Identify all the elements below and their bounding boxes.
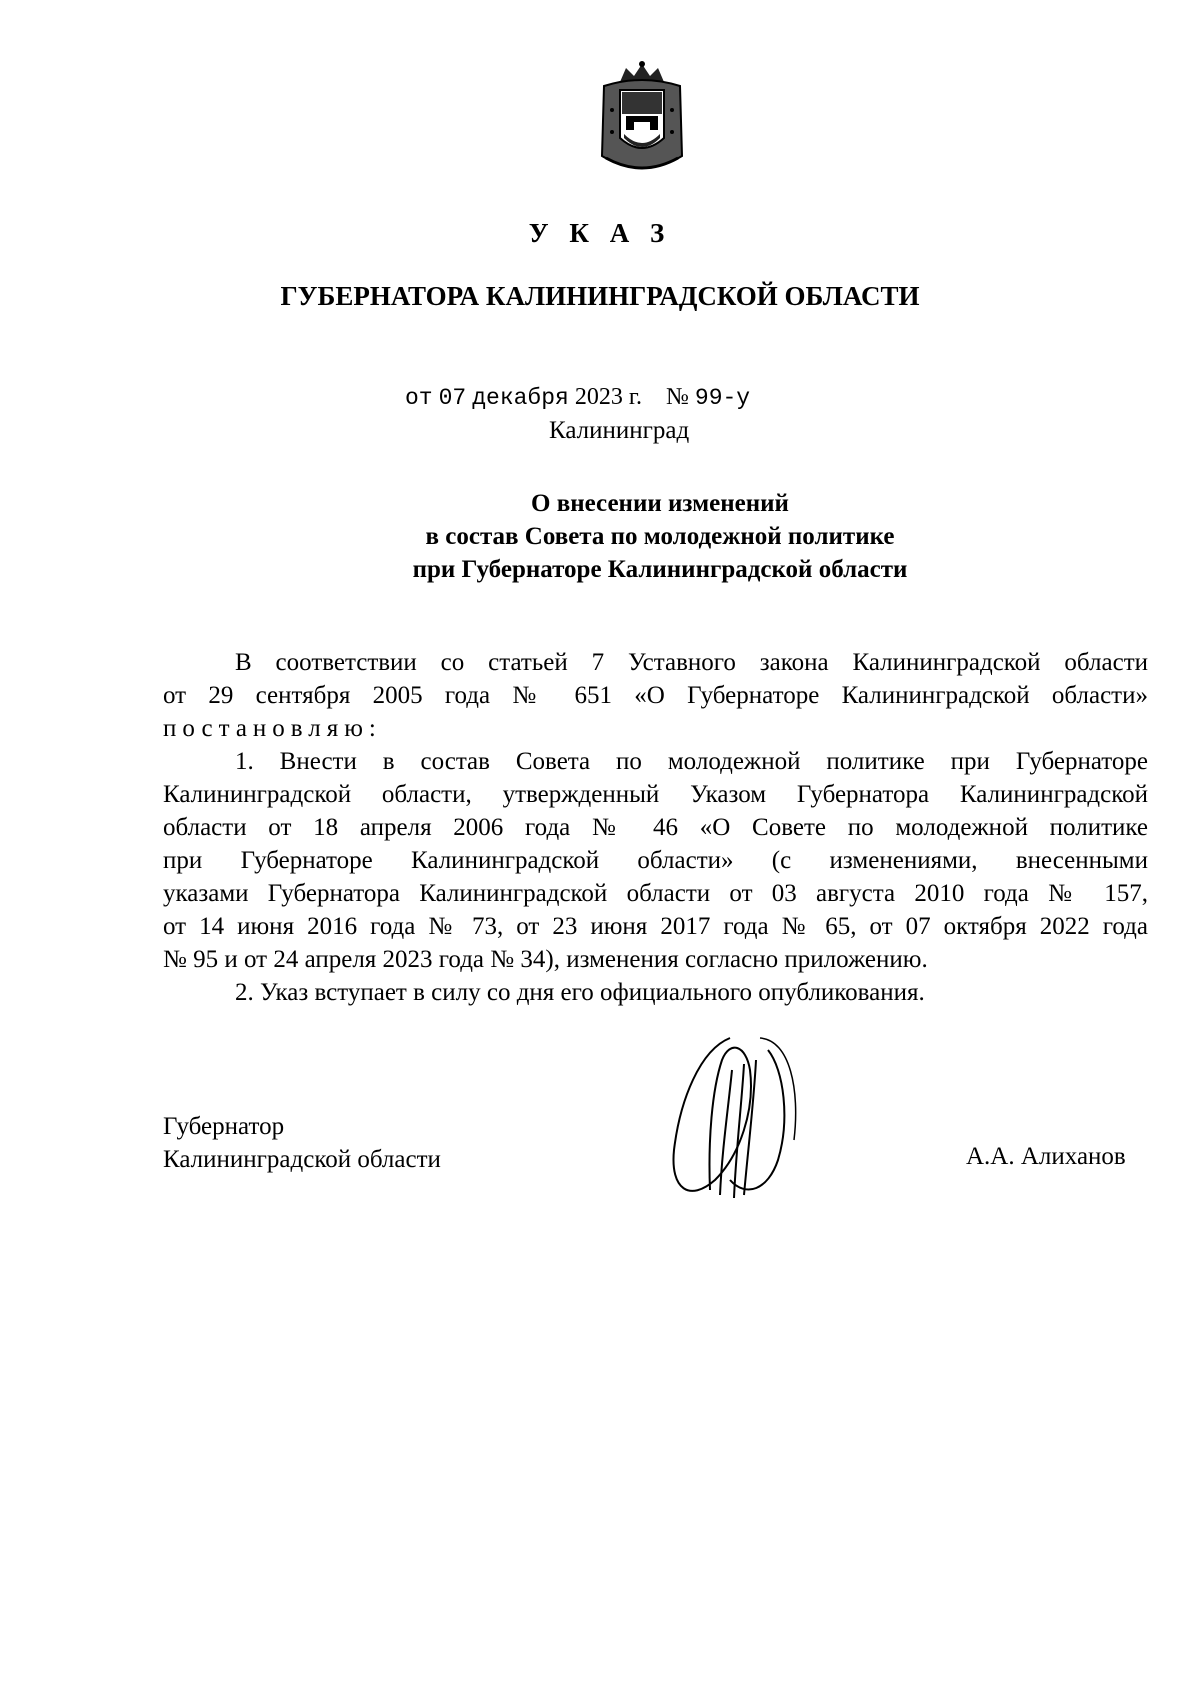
number-value: 99-у bbox=[694, 385, 751, 411]
document-title: У К А З bbox=[528, 218, 672, 248]
number-sign: № bbox=[665, 384, 689, 410]
signer-title-line: Калининградской области bbox=[163, 1146, 441, 1173]
body-line: области от 18 апреля 2006 года № 46 «О Совете по молодежной политике bbox=[163, 814, 1148, 841]
date-day: 07 bbox=[438, 385, 467, 411]
body-line: при Губернаторе Калининградской области» (с изменениями, внесенными bbox=[163, 847, 1148, 874]
document-city: Калининград bbox=[549, 417, 690, 444]
body-line: 1. Внести в состав Совета по молодежной политике при Губернаторе bbox=[235, 748, 1148, 775]
signer-title bbox=[163, 1110, 441, 1176]
document-issuer: ГУБЕРНАТОРА КАЛИНИНГРАДСКОЙ ОБЛАСТИ bbox=[280, 281, 920, 311]
date-month: декабря bbox=[472, 385, 569, 411]
body-line: В соответствии со статьей 7 Уставного закона Калининградской области bbox=[235, 649, 1148, 676]
kaliningrad-coat-of-arms-icon bbox=[596, 60, 688, 178]
body-line: Калининградской области, утвержденный Указом Губернатора Калининградской bbox=[163, 781, 1148, 808]
subject-line: в состав Совета по молодежной политике bbox=[425, 523, 895, 550]
body-line: 2. Указ вступает в силу со дня его официального опубликования. bbox=[235, 979, 925, 1006]
date-year: 2023 г. bbox=[574, 384, 642, 410]
signer-name: А.А. Алиханов bbox=[966, 1143, 1126, 1170]
handwritten-signature-icon bbox=[660, 1030, 805, 1205]
document-date-number bbox=[405, 384, 805, 411]
resolution-word: постановляю: bbox=[163, 715, 382, 742]
body-line: указами Губернатора Калининградской области от 03 августа 2010 года № 157, bbox=[163, 880, 1148, 907]
signer-title-line: Губернатор bbox=[163, 1113, 285, 1140]
body-line: № 95 и от 24 апреля 2023 года № 34), изменения согласно приложению. bbox=[163, 946, 928, 973]
date-prefix: от bbox=[405, 385, 433, 411]
body-line: от 29 сентября 2005 года № 651 «О Губернаторе Калининградской области» bbox=[163, 682, 1148, 709]
document-body bbox=[163, 646, 1148, 1009]
document-subject bbox=[330, 487, 990, 586]
subject-line: при Губернаторе Калининградской области bbox=[412, 556, 908, 583]
subject-line: О внесении изменений bbox=[531, 490, 789, 517]
body-line: от 14 июня 2016 года № 73, от 23 июня 2017 года № 65, от 07 октября 2022 года bbox=[163, 913, 1148, 940]
